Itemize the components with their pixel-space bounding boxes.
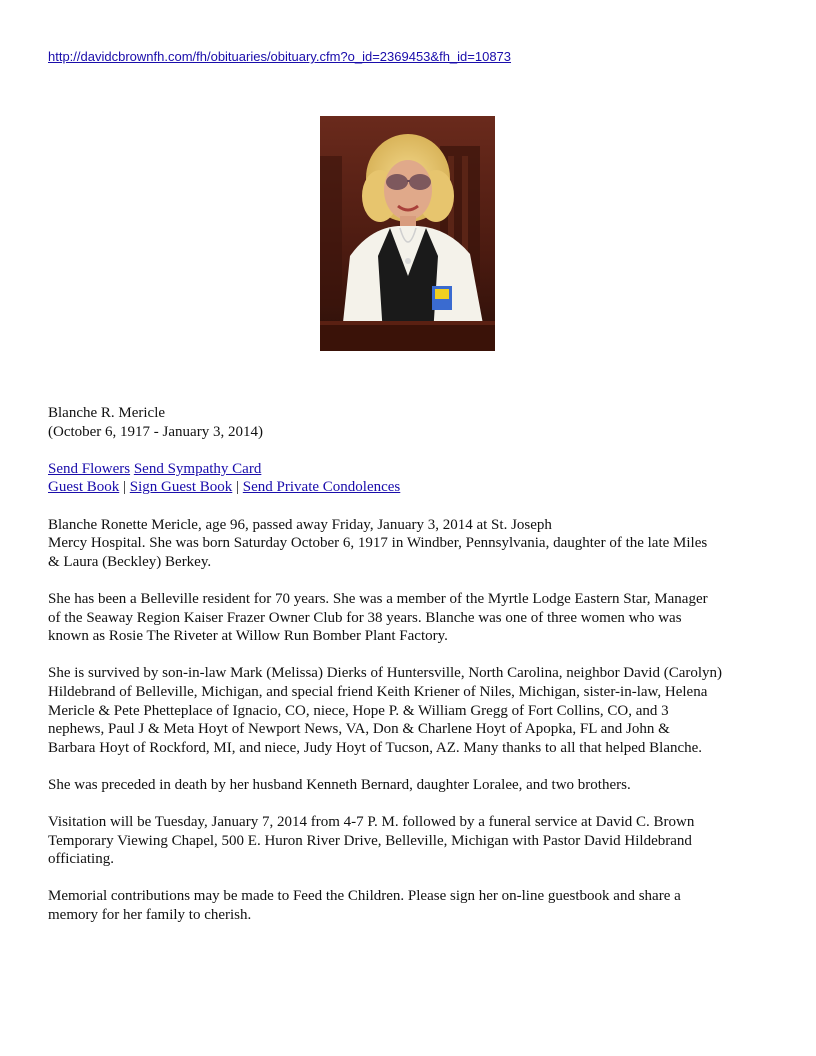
paragraph-visitation (48, 813, 773, 869)
link-separator: | (123, 479, 127, 496)
paragraph-life (48, 590, 773, 646)
paragraph-survivors (48, 664, 773, 757)
text-line: memory for her family to cherish. (48, 907, 252, 924)
text-line: Visitation will be Tuesday, January 7, 2014 from 4-7 P. M. followed by a funeral service at David C. Brown (48, 814, 695, 831)
text-line: Memorial contributions may be made to Feed the Children. Please sign her on-line guestbook and share a (48, 888, 681, 905)
text-line: She is survived by son-in-law Mark (Melissa) Dierks of Huntersville, North Carolina, neighbor David (Carolyn) (48, 665, 723, 682)
send-flowers-link[interactable]: Send Flowers (48, 460, 131, 477)
text-line: She has been a Belleville resident for 70 years. She was a member of the Myrtle Lodge Eastern Star, Manager (48, 590, 708, 607)
obituary-content (48, 404, 773, 943)
text-line: nephews, Paul J & Meta Hoyt of Newport News, VA, Don & Charlene Hoyt of Apopka, FL and John & (48, 721, 670, 738)
text-line: Mericle & Pete Phetteplace of Ignacio, CO, niece, Hope P. & William Gregg of Fort Collins, CO, and 3 (48, 702, 669, 719)
text-line: Temporary Viewing Chapel, 500 E. Huron River Drive, Belleville, Michigan with Pastor David Hildebrand (48, 832, 692, 849)
text-line: She was preceded in death by her husband Kenneth Bernard, daughter Loralee, and two brothers. (48, 776, 631, 793)
text-line: of the Seaway Region Kaiser Frazer Owner Club for 38 years. Blanche was one of three women who was (48, 609, 682, 626)
send-private-condolences-link[interactable]: Send Private Condolences (242, 479, 401, 496)
sign-guest-book-link[interactable]: Sign Guest Book (129, 479, 233, 496)
paragraph-preceded (48, 776, 773, 795)
text-line: & Laura (Beckley) Berkey. (48, 553, 212, 570)
text-line: Hildebrand of Belleville, Michigan, and special friend Keith Kriener of Niles, Michigan, sister-in-law, Helena (48, 683, 708, 700)
guest-book-link[interactable]: Guest Book (48, 479, 120, 496)
text-line: officiating. (48, 851, 114, 868)
send-sympathy-card-link[interactable]: Send Sympathy Card (133, 460, 262, 477)
action-links-row-2 (48, 478, 773, 497)
portrait-photo (320, 116, 495, 351)
paragraph-passing (48, 516, 773, 572)
text-line: known as Rosie The Riveter at Willow Run Bomber Plant Factory. (48, 628, 448, 645)
source-url-link[interactable]: http://davidcbrownfh.com/fh/obituaries/obituary.cfm?o_id=2369453&fh_id=10873 (48, 49, 512, 64)
link-separator: | (236, 479, 240, 496)
text-line: Blanche Ronette Mericle, age 96, passed away Friday, January 3, 2014 at St. Joseph (48, 516, 552, 533)
deceased-name: Blanche R. Mericle (48, 405, 166, 421)
text-line: Barbara Hoyt of Rockford, MI, and niece, Judy Hoyt of Tucson, AZ. Many thanks to all that helped Blanche. (48, 739, 703, 756)
action-links-row-1 (48, 460, 773, 479)
obituary-header (48, 404, 773, 441)
text-line: Mercy Hospital. She was born Saturday October 6, 1917 in Windber, Pennsylvania, daughter of the late Miles (48, 535, 708, 552)
paragraph-memorial (48, 887, 773, 924)
life-dates: (October 6, 1917 - January 3, 2014) (48, 423, 263, 440)
action-links (48, 460, 773, 497)
